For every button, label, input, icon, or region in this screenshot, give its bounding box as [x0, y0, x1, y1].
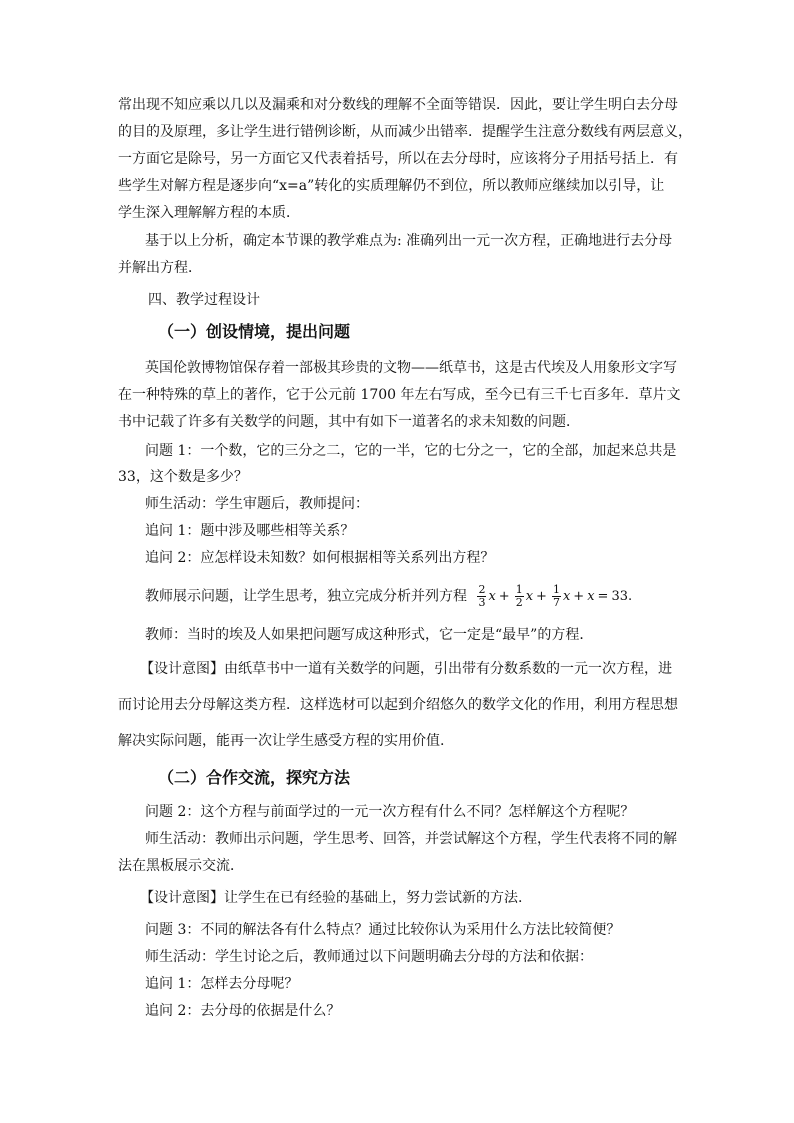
activity-line: 师生活动：教师出示问题，学生思考、回答，并尝试解这个方程，学生代表将不同的解 — [145, 831, 677, 847]
fraction — [552, 584, 561, 609]
question-1-line: 33，这个数是多少？ — [118, 469, 248, 485]
operator: + — [536, 588, 547, 604]
design-intent-line: 【设计意图】让学生在已有经验的基础上，努力尝试新的方法. — [140, 890, 523, 906]
paragraph-line: 书中记载了许多有关数学的问题，其中有如下一道著名的求未知数的问题． — [118, 414, 580, 430]
paragraph-line: 英国伦敦博物馆保存着一部极其珍贵的文物——纸草书，这是古代埃及人用象形文字写 — [145, 360, 677, 376]
operator: + — [498, 588, 510, 604]
paragraph-line: 常出现不知应乘以几以及漏乘和对分数线的理解不全面等错误．因此，要让学生明白去分母 — [118, 97, 678, 113]
question-3-line: 问题 3：不同的解法各有什么特点？通过比较你认为采用什么方法比较简便？ — [145, 922, 621, 938]
section-title-2: （二）合作交流，探究方法 — [158, 768, 351, 787]
teacher-line: 教师：当时的埃及人如果把问题写成这种形式，它一定是“最早”的方程． — [145, 627, 594, 643]
equation-end: . — [628, 588, 633, 604]
paragraph-line: 基于以上分析，确定本节课的教学难点为: 准确列出一元一次方程，正确地进行去分母 — [145, 233, 673, 249]
denominator: 7 — [552, 596, 560, 609]
paragraph-line: 并解出方程． — [118, 260, 202, 276]
numerator: 1 — [552, 583, 560, 596]
equation-rhs: 33 — [611, 588, 628, 604]
numerator: 2 — [478, 583, 486, 596]
variable: x — [488, 588, 496, 604]
variable: x — [562, 588, 571, 604]
paragraph-line: 在一种特殊的草上的著作，它于公元前 1700 年左右写成，至今已有三千七百多年．草片文 — [118, 387, 681, 403]
variable: x — [525, 588, 534, 604]
design-intent-line: 【设计意图】由纸草书中一道有关数学的问题，引出带有分数系数的一元一次方程，进 — [140, 661, 672, 677]
variable: x — [587, 588, 595, 604]
paragraph-line: 的目的及原理，多让学生进行错例诊断，从而减少出错率．提醒学生注意分数线有两层意义， — [118, 124, 692, 140]
equation — [475, 584, 632, 609]
design-intent-line: 解决实际问题，能再一次让学生感受方程的实用价值. — [118, 733, 445, 749]
activity-line: 法在黑板展示交流． — [118, 858, 244, 874]
follow-up-2: 追问 2：应怎样设未知数？如何根据相等关系列出方程？ — [145, 550, 495, 566]
follow-up-1: 追问 1：怎样去分母呢？ — [145, 976, 299, 992]
denominator: 3 — [478, 596, 486, 609]
fraction — [477, 584, 486, 609]
operator: = — [597, 588, 609, 604]
follow-up-2: 追问 2：去分母的依据是什么？ — [145, 1003, 341, 1019]
equation-intro: 教师展示问题，让学生思考，独立完成分析并列方程 — [145, 588, 467, 605]
question-1-line: 问题 1：一个数，它的三分之二，它的一半，它的七分之一，它的全部，加起来总共是 — [145, 443, 677, 459]
equation-line — [145, 584, 632, 609]
design-intent-line: 而讨论用去分母解这类方程．这样选材可以起到介绍悠久的数学文化的作用，利用方程思想 — [118, 697, 678, 713]
paragraph-line: 些学生对解方程是逐步向“x=a”转化的实质理解仍不到位，所以教师应继续加以引导，让 — [118, 178, 665, 194]
fraction — [515, 584, 524, 609]
question-2-line: 问题 2：这个方程与前面学过的一元一次方程有什么不同？怎样解这个方程呢？ — [145, 804, 635, 820]
follow-up-1: 追问 1：题中涉及哪些相等关系？ — [145, 523, 355, 539]
operator: + — [573, 588, 585, 604]
numerator: 1 — [515, 583, 523, 596]
activity-line: 师生活动：学生审题后，教师提问： — [145, 496, 369, 512]
paragraph-line: 一方面它是除号，另一方面它又代表着括号，所以在去分母时，应该将分子用括号括上．有 — [118, 151, 678, 167]
denominator: 2 — [515, 596, 523, 609]
paragraph-line: 学生深入理解解方程的本质． — [118, 205, 300, 221]
activity-line: 师生活动：学生讨论之后，教师通过以下问题明确去分母的方法和依据： — [145, 949, 593, 965]
section-title-1: （一）创设情境，提出问题 — [158, 322, 351, 341]
heading-teaching-process: 四、教学过程设计 — [148, 292, 260, 308]
